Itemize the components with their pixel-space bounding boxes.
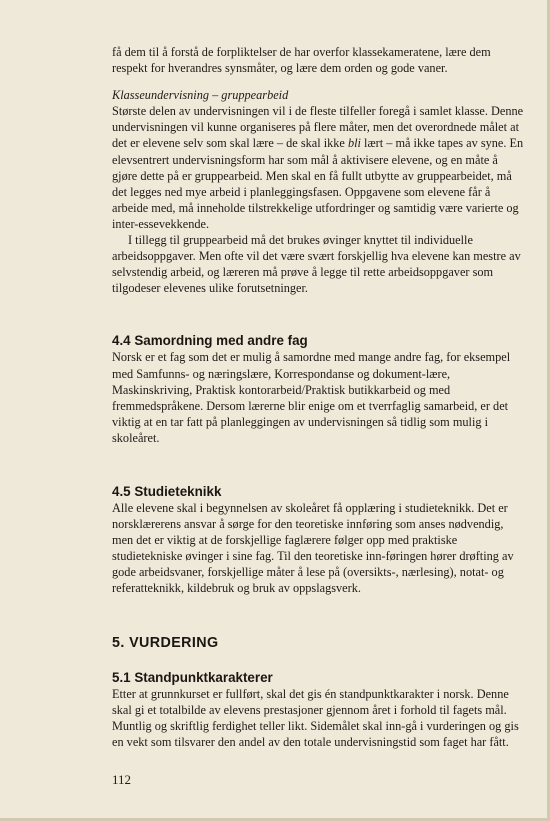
intro-paragraph: få dem til å forstå de forpliktelser de har overfor klassekameratene, lære dem respekt for hverandres synsmåter, og lære dem orden og gode vaner. — [112, 45, 491, 76]
class-teaching-paragraph-1-start: Største delen av undervisningen vil i de fleste tilfeller foregå i samlet klasse. Denne undervisningen vil kunne organiseres på flere måter, men det overordnede målet at det er elevene selv som skal lære – de skal ikke — [112, 104, 524, 151]
class-teaching-emphasis: bli — [347, 136, 361, 151]
section-5-1-heading: 5.1 Standpunktkarakterer — [112, 669, 273, 685]
class-teaching-paragraph-2: I tillegg til gruppearbeid må det brukes øvinger knyttet til individuelle arbeidsoppgaver. Men ofte vil det være svært forskjellig hva elevene kan mestre av selvstendig arbeid, og læreren må prøve å legge til rette arbeidsoppgaver som tilgodeser elevenes ulike forutsetninger. — [112, 233, 521, 296]
section-5-1-paragraph: Etter at grunnkurset er fullført, skal det gis én standpunktkarakter i norsk. Denne skal gi et totalbilde av elevens prestasjoner gjennom året i forhold til fagets mål. Muntlig og skriftlig ferdighet teller likt. Sidemålet skal inn-gå i vurderingen og gis en vekt som tilsvarer den andel av den totale undervisningstid som faget har fått. — [112, 686, 519, 749]
class-teaching-paragraph-1 — [112, 103, 524, 232]
section-5-heading: 5. VURDERING — [112, 634, 219, 651]
section-4-5-heading: 4.5 Studieteknikk — [112, 483, 222, 499]
section-4-4-heading: 4.4 Samordning med andre fag — [112, 333, 308, 349]
class-teaching-subheading: Klasseundervisning – gruppearbeid — [112, 88, 289, 103]
section-4-5-paragraph: Alle elevene skal i begynnelsen av skoleåret få opplæring i studieteknikk. Det er norsklærerens ansvar å sørge for den teoretiske innføring som anses nødvendig, men det er viktig at de forskjellige faglærere følger opp med praktiske studietekniske øvinger i sine fag. Til den teoretiske inn-føringen hører drøfting av gode arbeidsvaner, forskjellige måter å lese på (oversikts-, nærlesing), notat- og referatteknikk, kildebruk og bruk av oppslagsverk. — [112, 500, 514, 596]
page-number: 112 — [112, 772, 132, 787]
section-4-4-paragraph: Norsk er et fag som det er mulig å samordne med mange andre fag, for eksempel med Samfunns- og næringslære, Korrespondanse og dokument-lære, Maskinskriving, Praktisk kontorarbeid/Praktisk butikkarbeid og med fremmedspråkene. Dersom lærerne blir enige om et tverrfaglig samarbeid, er det viktig at en tar fatt på planleggingen av undervisningen så tidlig som mulig i skoleåret. — [112, 350, 511, 445]
class-teaching-paragraph-1-end: lært – må ikke tapes av syne. En elevsentrert undervisningsform har som mål å aktivisere elevene, og en måte å gjøre dette på er gruppearbeid. Men skal en få fullt utbytte av gruppearbeidet, må det legges ned mye arbeid i planleggingsfasen. Oppgavene som elevene får å arbeide med, må inneholde tilstrekkelige utfordringer og samtidig være varierte og inter-essevekkende. — [112, 136, 524, 231]
page-content — [112, 44, 524, 750]
